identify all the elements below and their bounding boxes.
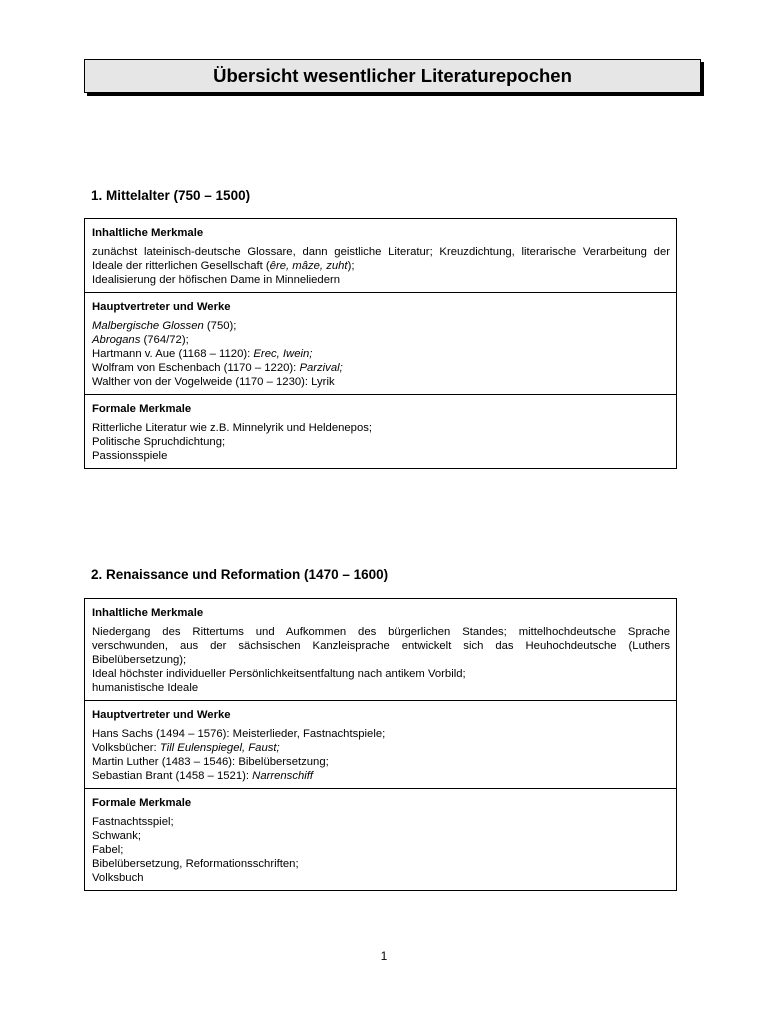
- text-italic: Till Eulenspiegel, Faust;: [159, 742, 280, 754]
- cell-line: Idealisierung der höfischen Dame in Minneliedern: [92, 274, 341, 286]
- text-italic: êre, mâze, zuht: [269, 260, 348, 272]
- text-span: Hartmann v. Aue (1168 – 1120):: [92, 348, 254, 360]
- cell-line: Fabel;: [92, 844, 124, 856]
- cell-line: Fastnachtsspiel;: [92, 816, 174, 828]
- cell-title: Inhaltliche Merkmale: [92, 227, 204, 239]
- section-heading-renaissance: 2. Renaissance und Reformation (1470 – 1600): [91, 567, 389, 582]
- cell-line: [92, 361, 670, 375]
- text-span: (750);: [203, 320, 237, 332]
- cell-paragraph: Niedergang des Rittertums und Aufkommen des bürgerlichen Standes; mittelhochdeutsche Sprache verschwunden, aus der sächsischen Kanzleisprache entwickelt sich das Heuhochdeutsche (Luthers Bibelübersetzung);: [92, 626, 670, 666]
- cell-line: [92, 319, 670, 333]
- cell-line: Ritterliche Literatur wie z.B. Minnelyrik und Heldenepos;: [92, 422, 373, 434]
- text-span: Volksbücher:: [92, 742, 160, 754]
- page-number: 1: [380, 949, 388, 963]
- cell-line: Passionsspiele: [92, 450, 168, 462]
- text-italic: Narrenschiff: [252, 770, 314, 782]
- cell-line: Volksbuch: [92, 872, 144, 884]
- cell-title: Hauptvertreter und Werke: [92, 301, 231, 313]
- cell-line: humanistische Ideale: [92, 682, 199, 694]
- cell-paragraph: [92, 245, 670, 273]
- text-italic: Parzival;: [299, 362, 343, 374]
- cell-line: Walther von der Vogelweide (1170 – 1230): Lyrik: [92, 376, 335, 388]
- cell-line: Politische Spruchdichtung;: [92, 436, 226, 448]
- cell-inhaltliche-merkmale: [85, 599, 676, 700]
- table-mittelalter: [84, 218, 677, 469]
- cell-line: Ideal höchster individueller Persönlichkeitsentfaltung nach antikem Vorbild;: [92, 668, 466, 680]
- text-span: Wolfram von Eschenbach (1170 – 1220):: [92, 362, 300, 374]
- text-span: );: [347, 260, 355, 272]
- text-span: zunächst lateinisch-deutsche Glossare, dann geistliche Literatur; Kreuzdichtung, literarische Verarbeitung der Ideale der ritterlichen Gesellschaft (: [92, 246, 670, 272]
- cell-title: Formale Merkmale: [92, 403, 192, 415]
- cell-hauptvertreter: [85, 292, 676, 394]
- text-italic: Erec, Iwein;: [253, 348, 313, 360]
- text-italic: Malbergische Glossen: [92, 320, 204, 332]
- cell-line: Schwank;: [92, 830, 141, 842]
- text-span: (764/72);: [140, 334, 189, 346]
- cell-formale-merkmale: [85, 788, 676, 890]
- cell-title: Inhaltliche Merkmale: [92, 607, 204, 619]
- cell-line: [92, 333, 670, 347]
- cell-line: [92, 347, 670, 361]
- cell-line: Hans Sachs (1494 – 1576): Meisterlieder, Fastnachtspiele;: [92, 728, 386, 740]
- cell-title: Formale Merkmale: [92, 797, 192, 809]
- table-renaissance: [84, 598, 677, 891]
- section-heading-mittelalter: 1. Mittelalter (750 – 1500): [91, 188, 251, 203]
- cell-formale-merkmale: [85, 394, 676, 468]
- cell-line: [92, 741, 670, 755]
- text-span: Sebastian Brant (1458 – 1521):: [92, 770, 253, 782]
- cell-line: Bibelübersetzung, Reformationsschriften;: [92, 858, 299, 870]
- cell-title: Hauptvertreter und Werke: [92, 709, 231, 721]
- cell-line: [92, 769, 670, 783]
- text-italic: Abrogans: [92, 334, 141, 346]
- cell-inhaltliche-merkmale: [85, 219, 676, 292]
- cell-hauptvertreter: [85, 700, 676, 788]
- page-title: Übersicht wesentlicher Literaturepochen: [84, 59, 701, 93]
- cell-line: Martin Luther (1483 – 1546): Bibelübersetzung;: [92, 756, 329, 768]
